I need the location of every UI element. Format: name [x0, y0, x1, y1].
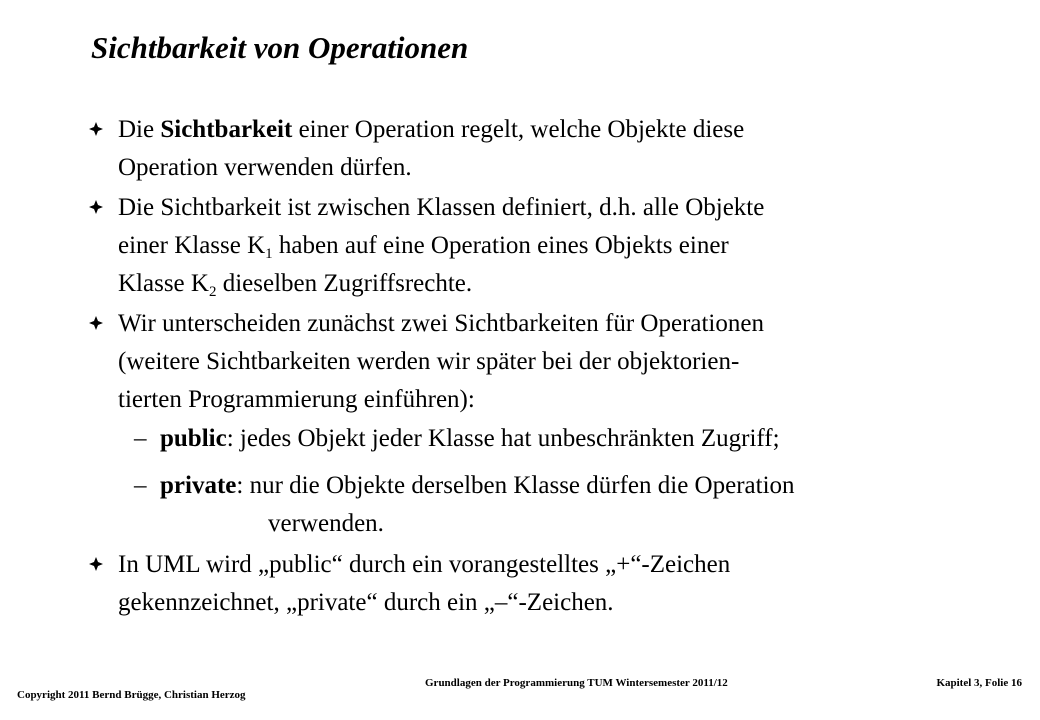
bullet-line: Operation verwenden dürfen.: [118, 154, 412, 181]
bullet-line: Die Sichtbarkeit einer Operation regelt, welche Objekte diese: [118, 116, 745, 143]
footer-slide-number: Kapitel 3, Folie 16: [936, 677, 1022, 689]
diamond-bullet-icon: [89, 557, 103, 571]
slide-title: Sichtbarkeit von Operationen: [91, 30, 469, 65]
bullet-two-visibilities: [118, 305, 998, 419]
footer-course: Grundlagen der Programmierung TUM Wintersemester 2011/12: [425, 677, 728, 689]
bullet-line: Die Sichtbarkeit ist zwischen Klassen definiert, d.h. alle Objekte: [118, 194, 765, 221]
bullet-line: einer Klasse $K_1$ haben auf eine Operation eines Objekts einer: [118, 232, 729, 262]
bullet-visibility-classes: [118, 189, 998, 303]
subitem-private: – private: nur die Objekte derselben Klasse dürfen die Operation verwenden.: [134, 467, 1014, 543]
bullet-visibility-definition: [118, 111, 998, 187]
keyword-private: private: [160, 472, 237, 499]
diamond-bullet-icon: [89, 316, 103, 330]
bullet-line: tierten Programmierung einführen):: [118, 386, 475, 413]
bullet-line: gekennzeichnet, „private“ durch ein „–“-Zeichen.: [118, 589, 614, 616]
diamond-bullet-icon: [89, 122, 103, 136]
dash-marker: –: [134, 425, 147, 452]
subitem-public: – public: jedes Objekt jeder Klasse hat unbeschränkten Zugriff;: [134, 420, 1014, 458]
bullet-line: In UML wird „public“ durch ein vorangestelltes „+“-Zeichen: [118, 551, 731, 578]
bullet-line: (weitere Sichtbarkeiten werden wir später bei der objektorien-: [118, 348, 740, 375]
keyword-public: public: [160, 425, 227, 452]
dash-marker: –: [134, 472, 147, 499]
subitem-continuation: verwenden.: [268, 510, 384, 537]
footer-copyright: Copyright 2011 Bernd Brügge, Christian Herzog: [17, 689, 246, 701]
diamond-bullet-icon: [89, 200, 103, 214]
bullet-line: Klasse $K_2$ dieselben Zugriffsrechte.: [118, 270, 473, 300]
bullet-uml-notation: [118, 546, 998, 622]
bullet-line: Wir unterscheiden zunächst zwei Sichtbarkeiten für Operationen: [118, 310, 764, 337]
